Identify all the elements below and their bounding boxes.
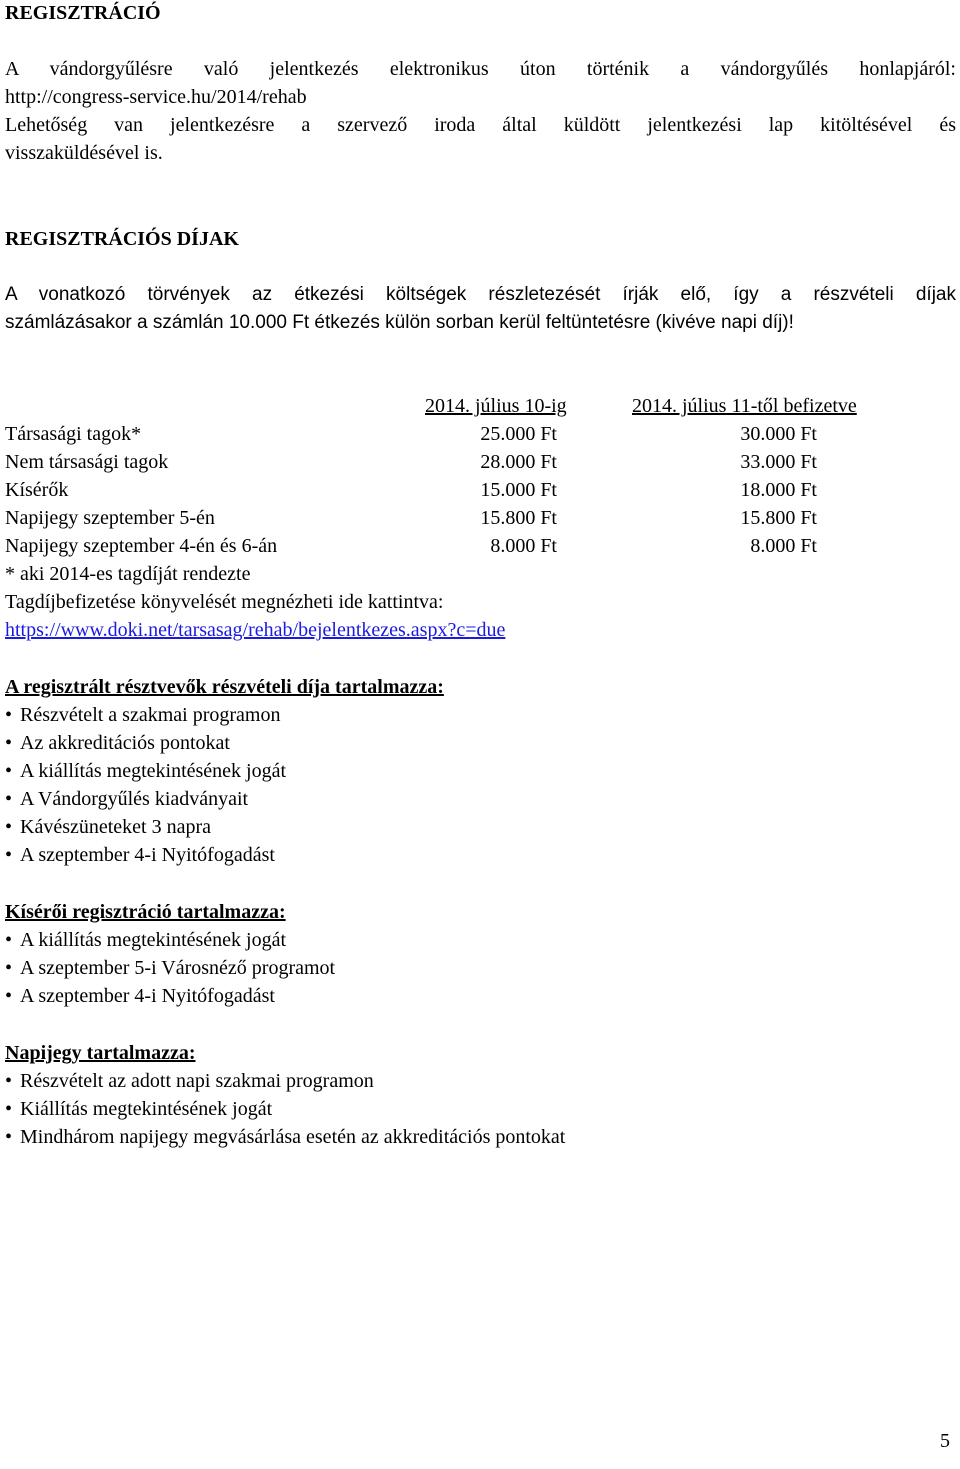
fee-row-early: 28.000 Ft bbox=[480, 451, 557, 473]
fee-row-late: 30.000 Ft bbox=[740, 423, 817, 445]
registration-url[interactable]: http://congress-service.hu/2014/rehab bbox=[5, 86, 307, 108]
fee-row-label: Társasági tagok* bbox=[5, 423, 142, 445]
list-item: • Részvételt a szakmai programon bbox=[5, 704, 280, 727]
fee-row-label: Napijegy szeptember 4-én és 6-án bbox=[5, 535, 278, 557]
fee-row-late: 15.800 Ft bbox=[740, 507, 817, 529]
participants-includes-title: A regisztrált résztvevők részvételi díja tartalmazza: bbox=[5, 676, 444, 698]
list-item: • A kiállítás megtekintésének jogát bbox=[5, 929, 286, 952]
list-item: • Kávészüneteket 3 napra bbox=[5, 816, 211, 839]
registration-text-line-3: Lehetőség van jelentkezésre a szervező iroda által küldött jelentkezési lap kitöltésével és bbox=[5, 114, 956, 136]
fee-row-late: 33.000 Ft bbox=[740, 451, 817, 473]
fee-row-late: 18.000 Ft bbox=[740, 479, 817, 501]
fee-row-label: Napijegy szeptember 5-én bbox=[5, 507, 215, 529]
list-item: • A szeptember 5-i Városnéző programot bbox=[5, 957, 335, 980]
membership-link[interactable]: https://www.doki.net/tarsasag/rehab/bejelentkezes.aspx?c=due bbox=[5, 619, 506, 641]
fee-row-label: Kísérők bbox=[5, 479, 69, 501]
list-item: • A szeptember 4-i Nyitófogadást bbox=[5, 985, 275, 1008]
fee-row-late: 8.000 Ft bbox=[750, 535, 817, 557]
day-ticket-includes-title: Napijegy tartalmazza: bbox=[5, 1042, 196, 1064]
registration-text-line-1: A vándorgyűlésre való jelentkezés elektronikus úton történik a vándorgyűlés honlapjáról: bbox=[5, 58, 956, 80]
list-item: • Kiállítás megtekintésének jogát bbox=[5, 1098, 272, 1121]
fees-text-line-1: A vonatkozó törvények az étkezési költségek részletezését írják elő, így a részvételi díjak bbox=[5, 284, 956, 305]
section-title-registration: REGISZTRÁCIÓ bbox=[5, 2, 161, 24]
fee-row-early: 8.000 Ft bbox=[490, 535, 557, 557]
list-item: • A Vándorgyűlés kiadványait bbox=[5, 788, 248, 811]
fee-table-header-early: 2014. július 10-ig bbox=[425, 395, 567, 417]
list-item: • A szeptember 4-i Nyitófogadást bbox=[5, 844, 275, 867]
section-title-fees: REGISZTRÁCIÓS DÍJAK bbox=[5, 228, 239, 250]
list-item: • Mindhárom napijegy megvásárlása esetén az akkreditációs pontokat bbox=[5, 1126, 565, 1149]
fee-row-label: Nem társasági tagok bbox=[5, 451, 169, 473]
page-number: 5 bbox=[940, 1430, 950, 1452]
fees-text-line-2: számlázásakor a számlán 10.000 Ft étkezés külön sorban kerül feltüntetésre (kivéve napi díj)! bbox=[5, 312, 794, 333]
registration-text-line-4: visszaküldésével is. bbox=[5, 142, 163, 164]
membership-note: Tagdíjbefizetése könyvelését megnézheti ide kattintva: bbox=[5, 591, 444, 613]
companions-includes-title: Kísérői regisztráció tartalmazza: bbox=[5, 901, 286, 923]
fee-row-early: 15.800 Ft bbox=[480, 507, 557, 529]
fee-row-early: 15.000 Ft bbox=[480, 479, 557, 501]
fee-table-header-late: 2014. július 11-től befizetve bbox=[632, 395, 857, 417]
list-item: • A kiállítás megtekintésének jogát bbox=[5, 760, 286, 783]
list-item: • Részvételt az adott napi szakmai programon bbox=[5, 1070, 374, 1093]
fee-row-early: 25.000 Ft bbox=[480, 423, 557, 445]
list-item: • Az akkreditációs pontokat bbox=[5, 732, 230, 755]
fee-footnote: * aki 2014-es tagdíját rendezte bbox=[5, 563, 251, 585]
